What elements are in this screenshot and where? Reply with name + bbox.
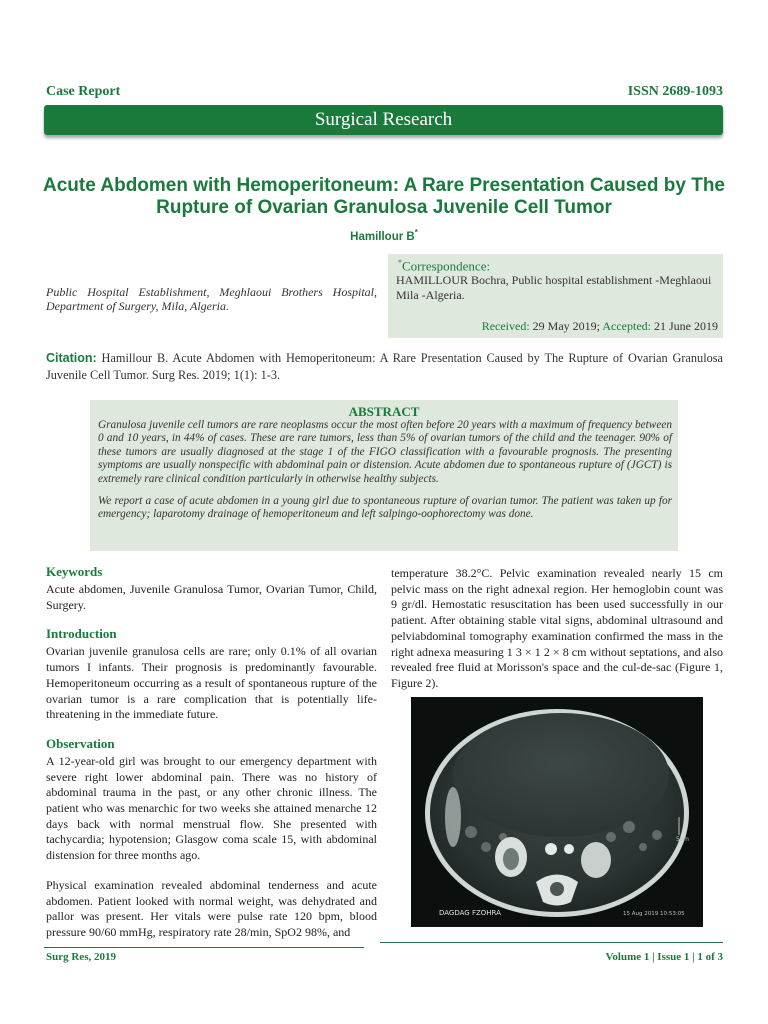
footer-rule (44, 947, 364, 948)
journal-name: Surgical Research (314, 109, 453, 130)
figure-overlay-date: 15 Aug 2019 10:53:05 (623, 911, 685, 917)
accepted-label: Accepted: (602, 319, 651, 333)
right-column (391, 566, 723, 692)
observation-heading: Observation (46, 735, 115, 751)
footer-page-info: Volume 1 | Issue 1 | 1 of 3 (605, 951, 723, 963)
citation-label: Citation: (46, 351, 97, 365)
introduction-text: Ovarian juvenile granulosa cells are rare; only 0.1% of all ovarian tumors I infants. Their prognosis is predominantly favourable. Hemoperitoneum occurring as a result of spontaneous rupture of the ovarian tumor is a rare complication that is potentially life-threatening in the immediate future. (46, 644, 377, 722)
figure-overlay-scale: 5cm (676, 836, 689, 843)
abstract-heading: ABSTRACT (348, 404, 420, 419)
left-column (46, 564, 377, 941)
received-label: Received: (481, 319, 530, 333)
keywords-text: Acute abdomen, Juvenile Granulosa Tumor, Ovarian Tumor, Child, Surgery. (46, 582, 377, 612)
figure-rule (380, 942, 723, 943)
right-column-text: temperature 38.2°C. Pelvic examination revealed nearly 15 cm pelvic mass on the right adnexal region. Her hemoglobin count was 9 gr/dl. Hemostatic resuscitation has been used successfully in our patient. After obtaining stable vital signs, abdominal ultrasound and pelviabdominal tomography examination confirmed the mass in the right adnexa measuring 1 3 × 1 2 × 8 cm without septations, and also revealed free fluid at Morisson's space and the cul-de-sac (Figure 1, Figure 2). (391, 566, 723, 690)
article-type-label: Case Report (46, 84, 121, 99)
accepted-date: 21 June 2019 (654, 319, 718, 333)
received-date: 29 May 2019; (532, 319, 601, 333)
ct-scan-image (411, 697, 703, 927)
author-name: Hamillour B (350, 230, 415, 243)
author-line (0, 228, 768, 243)
correspondence-heading: *Correspondence: (398, 258, 491, 274)
issn-label: ISSN 2689-1093 (627, 84, 723, 99)
correspondence-text: HAMILLOUR Bochra, Public hospital establishment -Meghlaoui Mila -Algeria. (396, 273, 712, 302)
abstract-paragraph: We report a case of acute abdomen in a young girl due to spontaneous rupture of ovarian tumor. The patient was taken up for emergency; laparotomy drainage of hemoperitoneum and left salpingo-oophorectomy was done. (98, 495, 672, 521)
introduction-heading: Introduction (46, 626, 117, 642)
dates-line (388, 319, 718, 334)
affiliation: Public Hospital Establishment, Meghlaoui Brothers Hospital, Department of Surgery, Mila, Algeria. (46, 285, 377, 313)
abstract-paragraph: Granulosa juvenile cell tumors are rare neoplasms occur the most often before 20 years with a maximum of frequency between 0 and 10 years, in 44% of cases. These are rare tumors, less than 5% of ovarian tumors of the child and the teenager. 90% of these tumors are usually diagnosed at the stage 1 of the FIGO classification with a favourable prognosis. The presenting symptoms are usually nonspecific with abdominal pain or distension. Acute abdomen due to spontaneous rupture of (JGCT) is extremely rare clinical condition particularly in otherwise healthy subjects. (98, 419, 672, 485)
correspondence-mark: * (398, 258, 402, 267)
observation-text-continued: Physical examination revealed abdominal tenderness and acute abdomen. Patient looked with normal weight, was dehydrated and pallor was present. Her vitals were pulse rate 120 bpm, blood pressure 90/60 mmHg, respiratory rate 28/min, SpO2 98%, and (46, 877, 377, 939)
article-title: Acute Abdomen with Hemoperitoneum: A Rare Presentation Caused by The Rupture of Ovarian Granulosa Juvenile Cell Tumor (43, 175, 725, 218)
footer-journal: Surg Res, 2019 (46, 951, 116, 963)
observation-text: A 12-year-old girl was brought to our emergency department with severe right lower abdominal pain. There was no history of abdominal trauma in the past, or any other chronic illness. The patient who was menarchic for two weeks she attained menarche 12 days back with normal menstrual flow. She presented with tachycardia; hypotension; Glasgow coma scale 15, with abdominal distension for three months ago. (46, 753, 377, 863)
citation (46, 350, 723, 384)
keywords-heading: Keywords (46, 564, 103, 579)
citation-text: Hamillour B. Acute Abdomen with Hemoperitoneum: A Rare Presentation Caused by The Rupture of Ovarian Granulosa Juvenile Cell Tumor. Surg Res. 2019; 1(1): 1-3. (46, 351, 723, 382)
figure-overlay-name: DAGDAG FZOHRA (439, 909, 501, 917)
author-mark: * (414, 228, 418, 237)
abstract-body (98, 419, 672, 531)
ct-scan-figure (411, 697, 703, 927)
journal-banner (44, 105, 723, 135)
